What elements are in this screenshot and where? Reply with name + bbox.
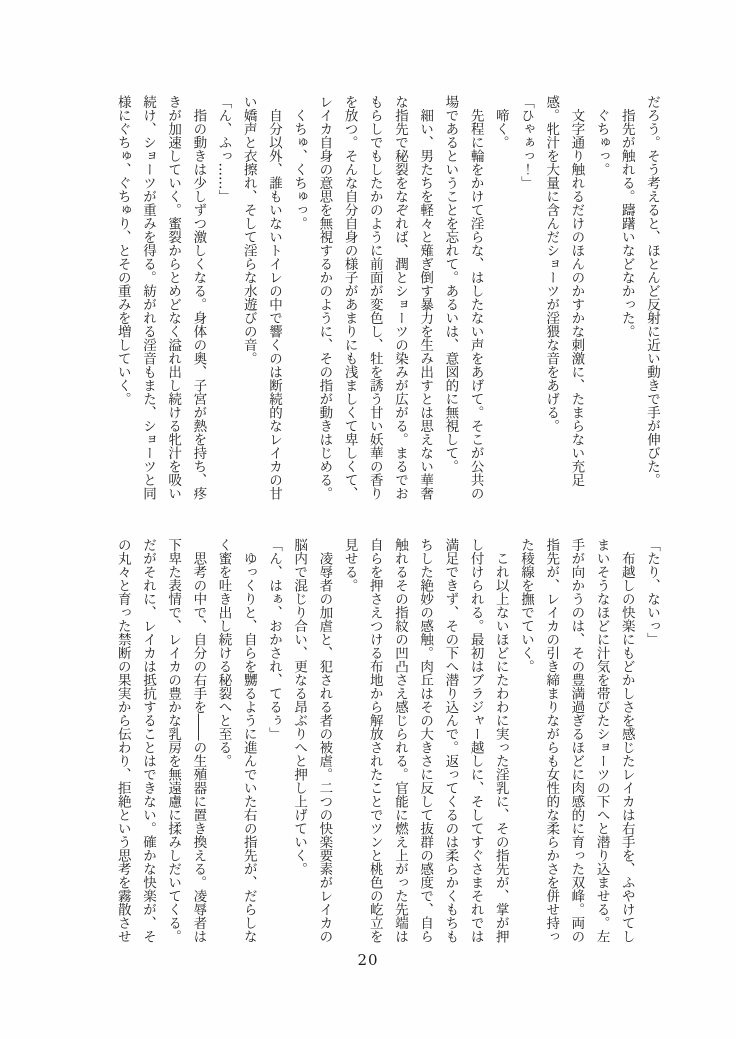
text-column: 自らを押さえつける布地から解放されたことでツンと桃色の屹立を [366,538,383,943]
text-column: 「ん、はぁ、おかされ、てるぅ」 [265,538,282,741]
text-column: 続け、ショーツが重みを得る。紡がれる淫音もまた、ショーツと同 [139,95,156,500]
text-column: 自分以外、誰もいないトイレの中で響くのは断続的なレイカの甘 [265,95,282,500]
text-column: 場であるということを忘れて。あるいは、意図的に無視して。 [442,95,459,473]
text-column: 思考の中で、自分の右手を――の生殖器に置き換える。凌辱者は [190,538,207,943]
text-column: 細い、男たちを軽々と薙ぎ倒す暴力を生み出すとは思えない華奢 [417,95,434,500]
text-column: 「たり、ないっ」 [644,538,660,646]
text-column: だがそれに、レイカは抵抗することはできない。確かな快楽が、そ [139,538,156,943]
text-column: を放つ。そんな自分自身の様子があまりにも浅ましくて卑しくて、 [341,95,358,500]
text-column: 「ん、ふっ……」 [215,95,232,203]
text-column: もらしでもしたかのように前面が変色し、牡を誘う甘い妖華の香り [366,95,383,500]
text-block-bottom [110,538,664,956]
text-column: の丸々と育った禁断の果実から伝わり、拒絶という思考を霧散させ [114,538,131,943]
text-column: これ以上ないほどにたわわに実った淫乳に、その指先が、掌が押 [492,538,509,943]
text-column: た稜線を撫でていく。 [517,538,534,673]
text-column: 先程に輪をかけて淫らな、はしたない声をあげて。そこが公共の [467,95,484,500]
text-column: 「ひゃぁっ！」 [517,95,534,190]
text-column: な指先で秘裂をなぞれば、潤とショーツの染みが広がる。まるでお [391,95,408,500]
text-block-top [110,95,664,507]
text-column: ぐちゅっ。 [593,95,610,176]
page-number: 20 [357,951,379,969]
text-column: 指先が、レイカの引き締まりながらも女性的な柔らかさを併せ持っ [543,538,560,943]
text-column: 指先が触れる。躊躇いなどなかった。 [618,95,635,338]
text-column: 脳内で混じり合い、更なる昂ぶりへと押し上げていく。 [291,538,308,876]
text-column: きが加速していく。蜜裂からとめどなく溢れ出し続ける牝汁を吸い [165,95,182,500]
text-column: 下卑た表情で、レイカの豊かな乳房を無遠慮に揉みしだいてくる。 [165,538,182,943]
text-column: まいそうなほどに汁気を帯びたショーツの下へと潜り込ませる。左 [593,538,610,943]
text-column: 布越しの快楽にもどかしさを感じたレイカは右手を、ふやけてし [618,538,635,943]
text-column: だろう。そう考えると、ほとんど反射に近い動きで手が伸びた。 [644,95,660,487]
text-column: 触れるその指紋の凹凸さえ感じられる。官能に燃え上がった先端は [391,538,408,943]
text-column: 見せる。 [341,538,358,592]
text-column: くちゅ、くちゅっ。 [291,95,308,230]
text-column: ゆっくりと、自らを嬲るように進んでいた右の指先が、だらしな [240,538,257,943]
text-column: 満足できず、その下へ潜り込んで。返ってくるのは柔らかくもちも [442,538,459,943]
text-column: 文字通り触れるだけのほんのかすかな刺激に、たまらない充足 [568,95,585,487]
text-column: し付けられる。最初はブラジャー越しに、そしてすぐさまそれでは [467,538,484,943]
text-column: い嬌声と衣擦れ、そして淫らな水遊びの音。 [240,95,257,365]
text-column: ちした絶妙の感触。肉丘はその大きさに反して抜群の感度で、自ら [417,538,434,943]
text-column: 啼く。 [492,95,509,149]
text-column: 手が向かうのは、その豊満過ぎるほどに肉感的に育った双峰。両の [568,538,585,943]
text-column: 指の動きは少しずつ激しくなる。身体の奥、子宮が熱を持ち、疼 [190,95,207,500]
text-column: く蜜を吐き出し続ける秘裂へと至る。 [215,538,232,768]
text-column: 感。牝汁を大量に含んだショーツが淫猥な音をあげる。 [543,95,560,433]
text-column: レイカ自身の意思を無視するかのように、その指が動きはじめる。 [316,95,333,500]
text-column: 様にぐちゅ、ぐちゅり、とその重みを増していく。 [114,95,131,406]
text-column: 凌辱者の加虐と、犯される者の被虐。二つの快楽要素がレイカの [316,538,333,943]
